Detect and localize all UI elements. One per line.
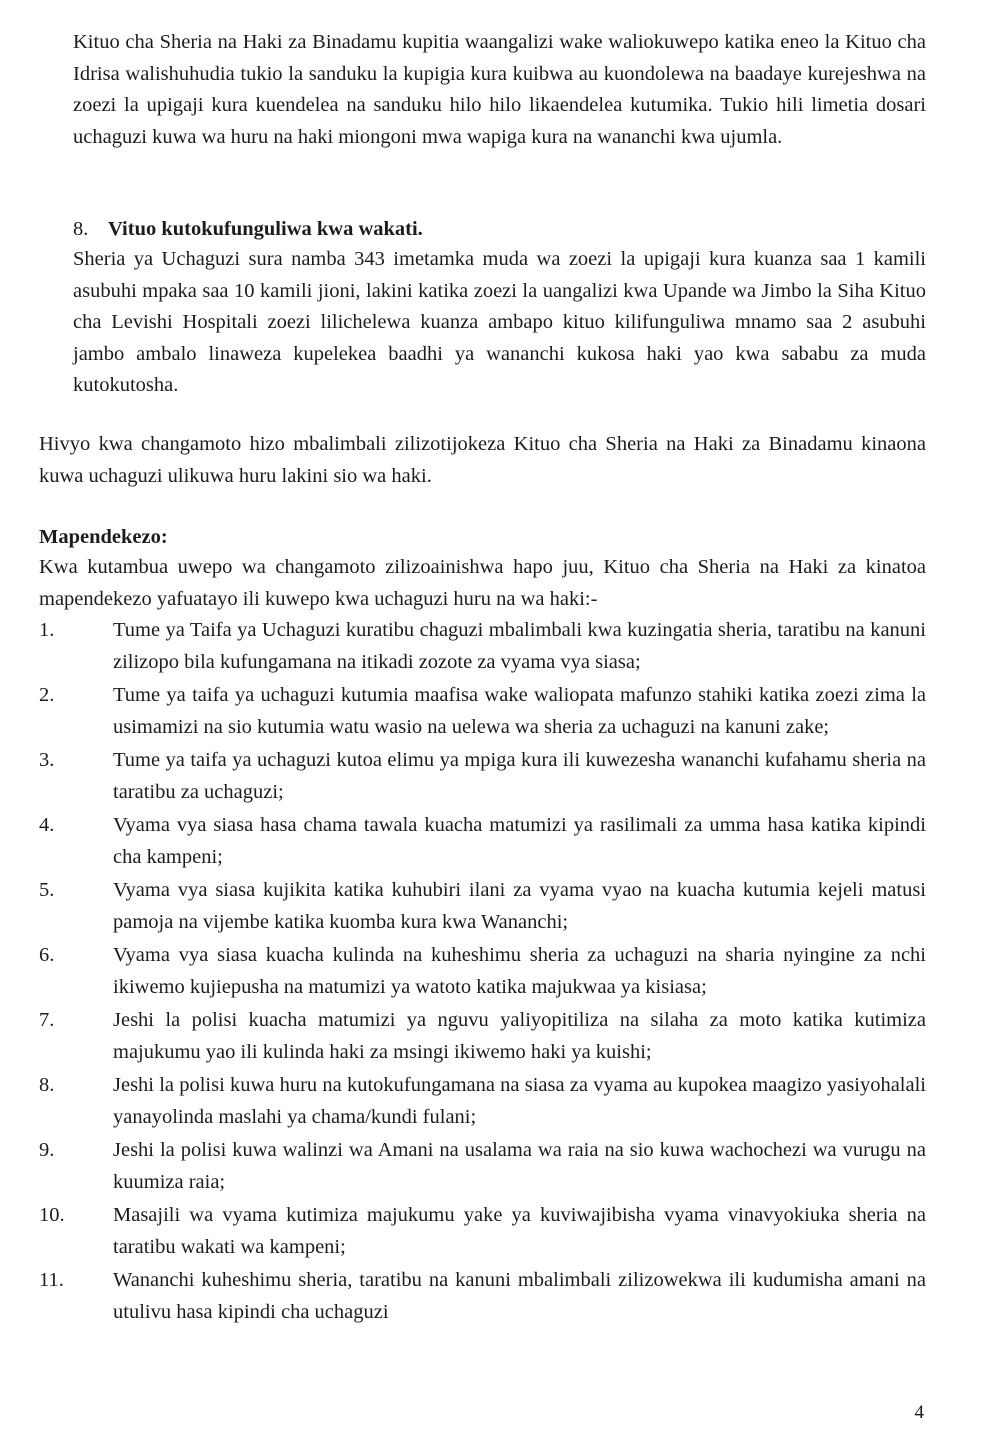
item-text: Wananchi kuheshimu sheria, taratibu na kanuni mbalimbali zilizowekwa ili kudumisha amani na utulivu hasa kipindi cha uchaguzi (113, 1269, 926, 1323)
item-text: Tume ya taifa ya uchaguzi kutumia maafisa wake waliopata mafunzo stahiki katika zoezi zima la usimamizi na sio kutumia watu wasio na uelewa wa sheria za uchaguzi na kanuni zake; (113, 684, 926, 738)
recommendation-item (39, 615, 926, 678)
item-number: 9. (39, 1139, 55, 1161)
recommendation-item (39, 680, 926, 743)
item-number: 7. (39, 1009, 55, 1031)
recommendation-item (39, 1200, 926, 1263)
recommendations-list (39, 615, 926, 1330)
page-number: 4 (914, 1402, 924, 1423)
section-8-heading (73, 214, 926, 246)
recommendations-intro: Kwa kutambua uwepo wa changamoto zilizoainishwa hapo juu, Kituo cha Sheria na Haki za kinatoa mapendekezo yafuatayo ili kuwepo kwa uchaguzi huru na wa haki:- (39, 556, 926, 610)
section-8-body: Sheria ya Uchaguzi sura namba 343 imetamka muda wa zoezi la upigaji kura kuanza saa 1 kamili asubuhi mpaka saa 10 kamili jioni, lakini katika zoezi la uangalizi kwa Upande wa Jimbo la Siha Kituo cha Levishi Hospitali zoezi lilichelewa kuanza ambapo kituo kilifunguliwa mnamo saa 2 asubuhi jambo ambalo linaweza kupelekea baadhi ya wananchi kukosa haki yao kwa sababu za muda kutokutosha. (73, 248, 926, 396)
item-text: Vyama vya siasa kuacha kulinda na kuheshimu sheria za uchaguzi na sharia nyingine za nchi ikiwemo kujiepusha na matumizi ya watoto katika majukwaa ya kisiasa; (113, 944, 926, 998)
item-text: Tume ya taifa ya uchaguzi kutoa elimu ya mpiga kura ili kuwezesha wananchi kufahamu sheria na taratibu za uchaguzi; (113, 749, 926, 803)
recommendations-heading: Mapendekezo: (39, 526, 168, 548)
item-number: 3. (39, 749, 55, 771)
recommendation-item (39, 1070, 926, 1133)
section-8-title: Vituo kutokufunguliwa kwa wakati. (108, 218, 423, 240)
recommendation-item (39, 875, 926, 938)
item-number: 11. (39, 1269, 64, 1291)
item-number: 8. (39, 1074, 55, 1096)
recommendation-item (39, 745, 926, 808)
item-text: Jeshi la polisi kuwa walinzi wa Amani na usalama wa raia na sio kuwa wachochezi wa vurugu na kuumiza raia; (113, 1139, 926, 1193)
item-number: 5. (39, 879, 55, 901)
item-number: 6. (39, 944, 55, 966)
recommendation-item (39, 1005, 926, 1068)
conclusion-paragraph: Hivyo kwa changamoto hizo mbalimbali zilizotijokeza Kituo cha Sheria na Haki za Binadamu kinaona kuwa uchaguzi ulikuwa huru lakini sio wa haki. (39, 433, 926, 487)
item-text: Vyama vya siasa hasa chama tawala kuacha matumizi ya rasilimali za umma hasa katika kipindi cha kampeni; (113, 814, 926, 868)
recommendation-item (39, 1135, 926, 1198)
item-number: 2. (39, 684, 55, 706)
item-text: Jeshi la polisi kuacha matumizi ya nguvu yaliyopitiliza na silaha za moto katika kutimiza majukumu yao ili kulinda haki za msingi ikiwemo haki ya kuishi; (113, 1009, 926, 1063)
item-text: Vyama vya siasa kujikita katika kuhubiri ilani za vyama vyao na kuacha kutumia kejeli matusi pamoja na vijembe katika kuomba kura kwa Wananchi; (113, 879, 926, 933)
recommendation-item (39, 940, 926, 1003)
recommendation-item (39, 810, 926, 873)
item-text: Tume ya Taifa ya Uchaguzi kuratibu chaguzi mbalimbali kwa kuzingatia sheria, taratibu na kanuni zilizopo bila kufungamana na itikadi zozote za vyama vya siasa; (113, 619, 926, 673)
section-8-number: 8. (73, 218, 89, 240)
recommendation-item (39, 1265, 926, 1328)
item-number: 1. (39, 619, 55, 641)
item-number: 10. (39, 1204, 65, 1226)
item-number: 4. (39, 814, 55, 836)
item-text: Masajili wa vyama kutimiza majukumu yake ya kuviwajibisha vyama vinavyokiuka sheria na taratibu wakati wa kampeni; (113, 1204, 926, 1258)
item-text: Jeshi la polisi kuwa huru na kutokufungamana na siasa za vyama au kupokea maagizo yasiyohalali yanayolinda maslahi ya chama/kundi fulani; (113, 1074, 926, 1128)
paragraph-ballot-box-incident: Kituo cha Sheria na Haki za Binadamu kupitia waangalizi wake waliokuwepo katika eneo la Kituo cha Idrisa walishuhudia tukio la sanduku la kupigia kura kuibwa au kuondolewa na baadaye kurejeshwa na zoezi la upigaji kura kuendelea na sanduku hilo hilo likaendelea kutumika. Tukio hili limetia dosari uchaguzi kuwa wa huru na haki miongoni mwa wapiga kura na wananchi kwa ujumla. (73, 31, 926, 148)
